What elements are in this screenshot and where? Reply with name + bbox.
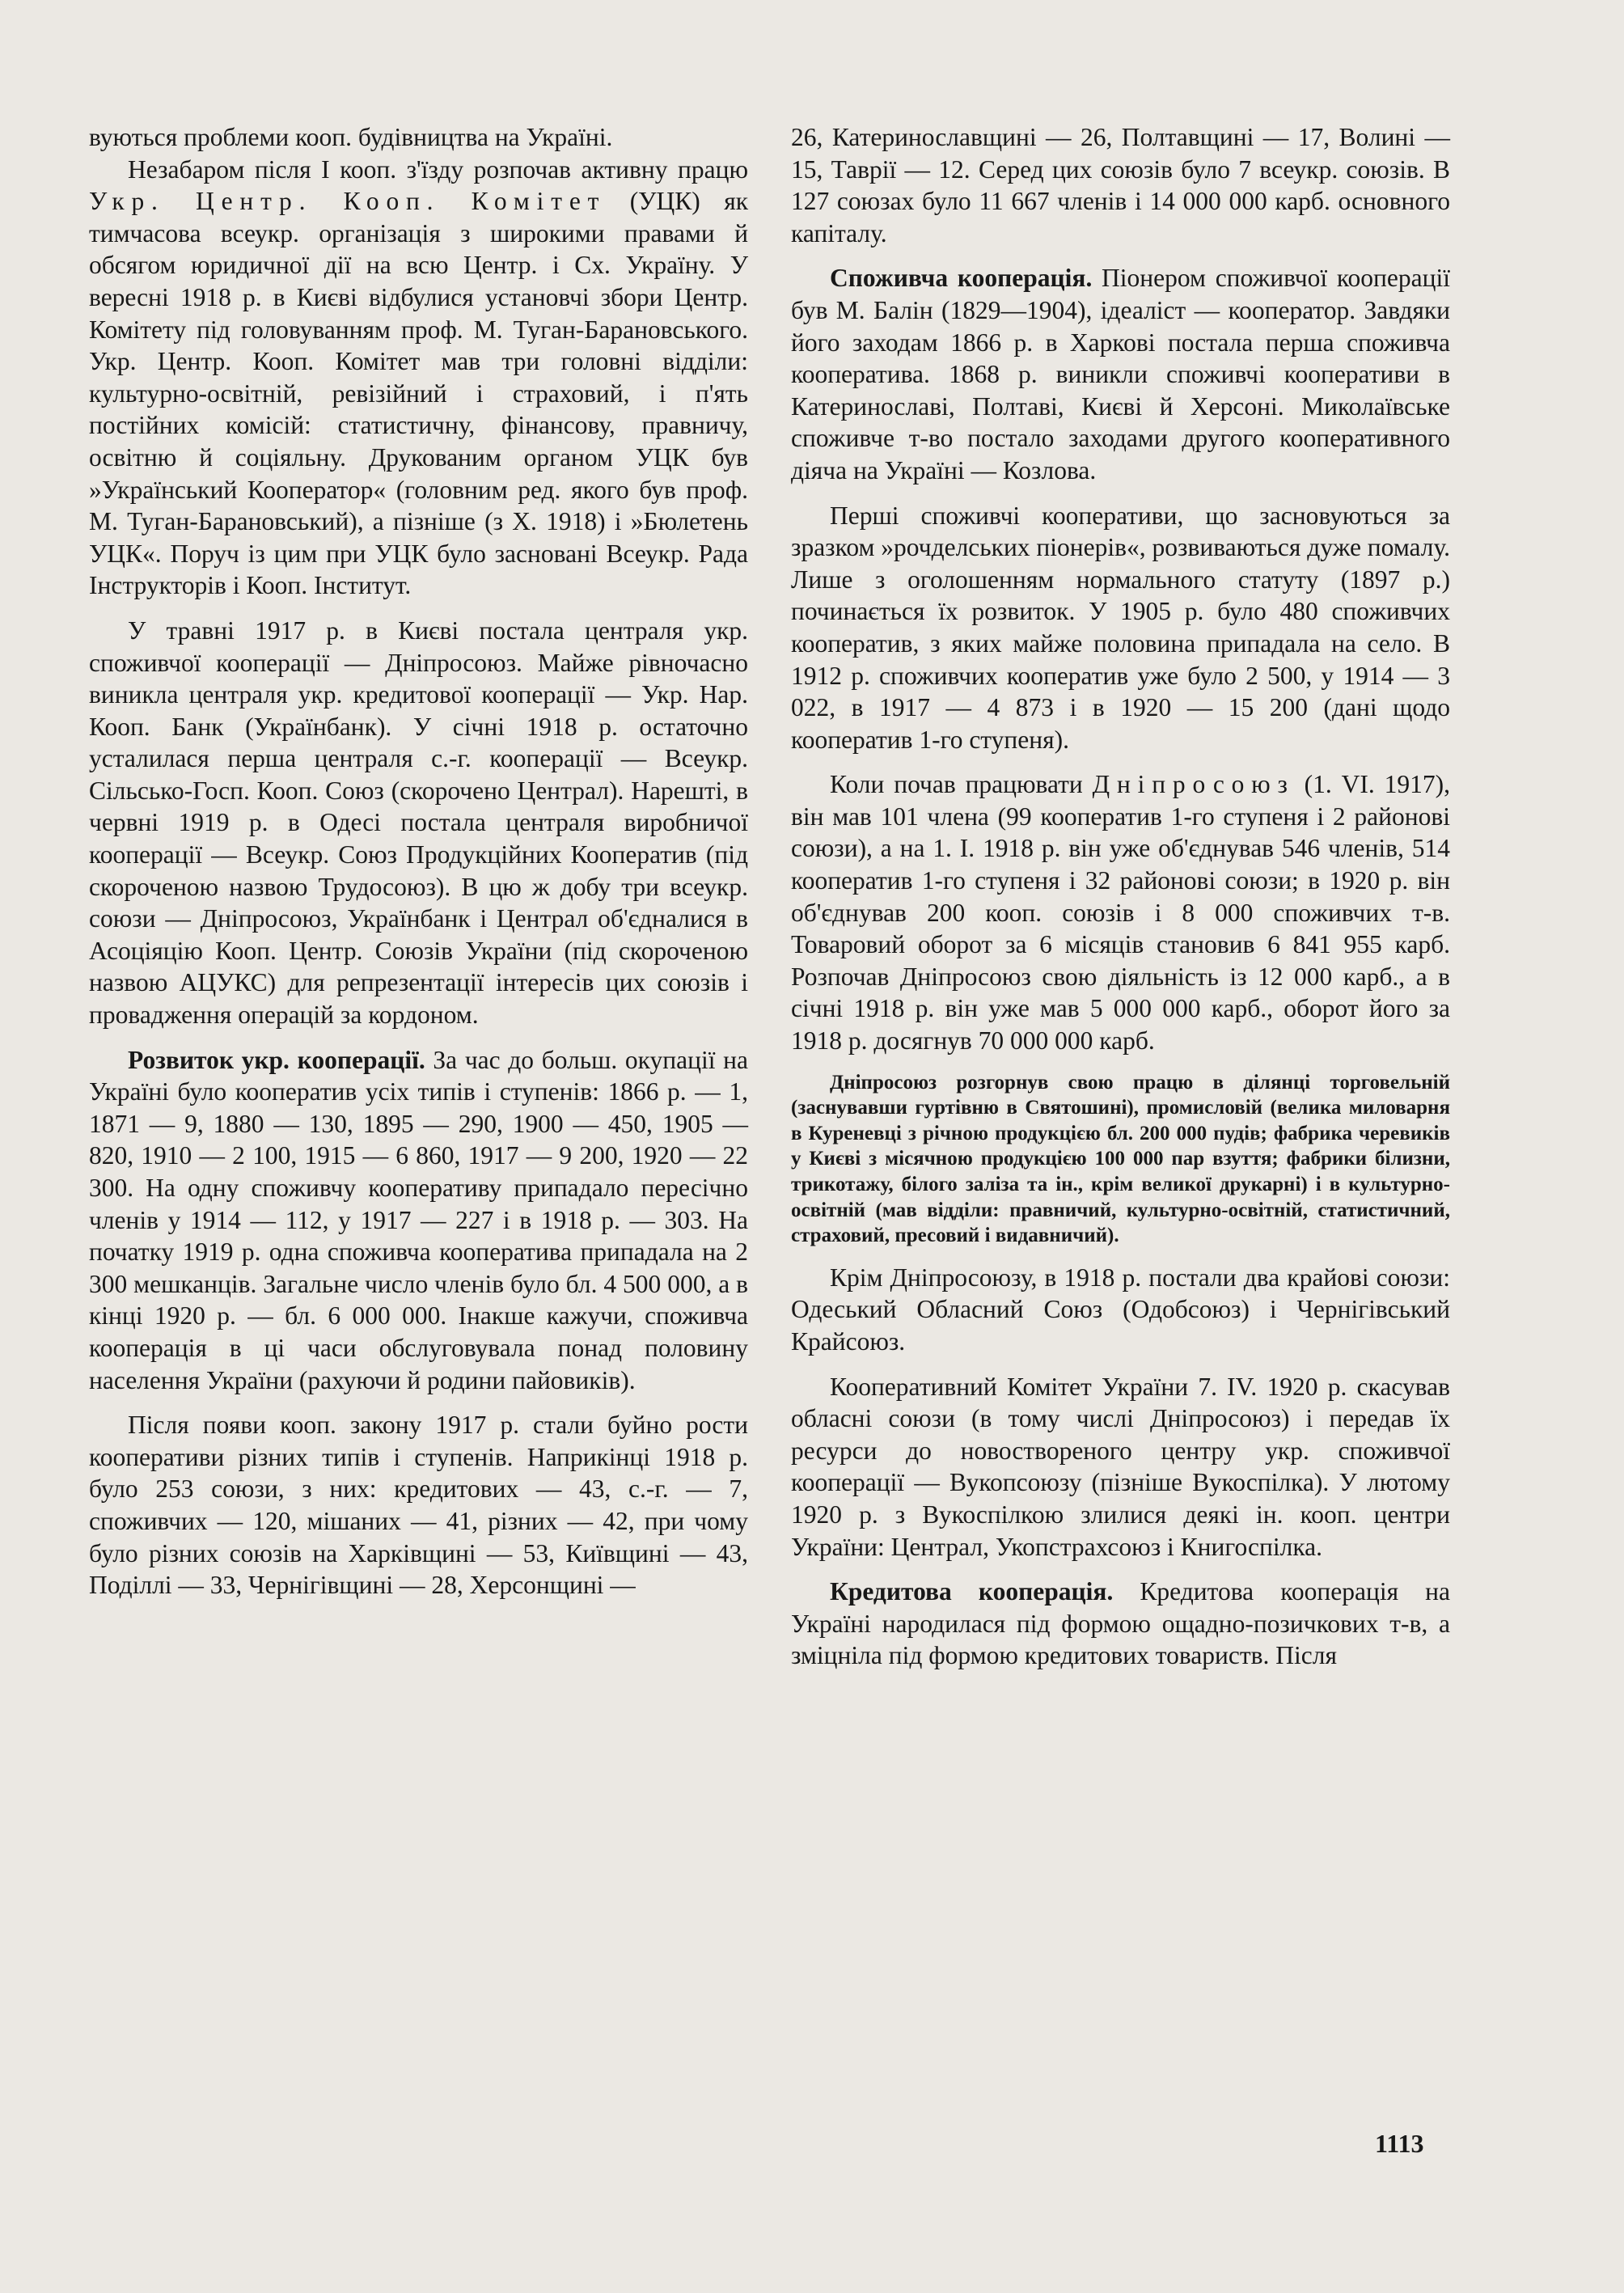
text-run: За час до больш. окупації на Україні було кооператив усіх типів і ступенів: 1866 р. — 1, 1871 — 9, 1880 — 130, 1895 — 290, 1900 — 450, 1905 — 820, 1910 — 2 100, 1915 — 6 860, 1917 — 9 200, 1920 — 22 300. На одну споживчу кооперативу припадало пересічно членів у 1914 — 112, у 1917 — 227 і в 1918 р. — 303. На початку 1919 р. одна споживча кооператива припадала на 2 300 мешканців. Загальне число членів було бл. 4 500 000, а в кінці 1920 р. — бл. 6 000 000. Інакше кажучи, споживча кооперація в ці часи обслуговувала понад половину населення України (рахуючи й родини пайовиків). — [89, 1045, 748, 1394]
paragraph: У травні 1917 р. в Києві постала централя укр. споживчої кооперації — Дніпросоюз. Майже рівночасно виникла централя укр. кредитової кооперації — Укр. Нар. Кооп. Банк (Українбанк). У січні 1918 р. остаточно усталилася перша централя с.-г. кооперації — Всеукр. Сільсько-Госп. Кооп. Союз (скорочено Централ). Нарешті, в червні 1919 р. в Одесі постала централя виробничої кооперації — Всеукр. Союз Продукційних Кооператив (під скороченою назвою Трудосоюз). В цю ж добу три всеукр. союзи — Дніпросоюз, Українбанк і Централ об'єдналися в Асоціяцію Кооп. Центр. Союзів України (під скороченою назвою АЦУКС) для репрезентації інтересів цих союзів і провадження операцій за кордоном. — [89, 616, 748, 1030]
section-paragraph — [89, 1044, 748, 1397]
section-heading: Розвиток укр. кооперації. — [128, 1045, 425, 1074]
paragraph: вуються проблеми кооп. будівництва на Україні. — [89, 123, 613, 151]
paragraph: Кооперативний Комітет України 7. IV. 1920 р. скасував обласні союзи (в тому числі Дніпросоюз) і передав їх ресурси до новоствореного центру укр. споживчої кооперації — Вукопсоюзу (пізніше Вукоспілка). У лютому 1920 р. з Вукоспілкою злилися деякі ін. кооп. центри України: Централ, Укопстрахсоюз і Книгоспілка. — [791, 1372, 1450, 1561]
paragraph-ukc — [89, 154, 748, 602]
text-run: Коли почав працювати — [830, 770, 1093, 799]
section-heading: Кредитова кооперація. — [830, 1577, 1114, 1606]
small-print-paragraph: Дніпросоюз розгорнув свою працю в ділянці торговельній (заснувавши гуртівню в Святошині), промисловій (велика миловарня в Куреневці з річною продукцією бл. 200 000 пудів; фабрика черевиків у Києві з місячною продукцією 100 000 пар взуття; фабрики білизни, трикотажу, білого заліза та ін., крім великої друкарні) і в культурно-освітній (мав відділи: правничий, культурно-освітній, статистичний, страховий, пресовий і видавничий). — [791, 1071, 1450, 1247]
text-run: Незабаром після І кооп. з'їзду розпочав активну працю — [128, 154, 748, 184]
left-column — [89, 121, 748, 1601]
paragraph-dniprosoyuz — [791, 768, 1450, 1056]
text-run: Кредитова кооперація на Україні народилася під формою ощадно-позичкових т-в, а зміцніла під формою кредитових товариств. Після — [791, 1577, 1450, 1670]
paragraph: 26, Катеринославщині — 26, Полтавщині — 17, Волині — 15, Таврії — 12. Серед цих союзів було 7 всеукр. союзів. В 127 союзах було 11 667 членів і 14 000 000 карб. основного капіталу. — [791, 123, 1450, 247]
text-run: (УЦК) як тимчасова всеукр. організація з широкими правами й обсягом юридичної дії на всю Центр. і Сх. Україну. У вересні 1918 р. в Києві відбулися установчі збори Центр. Комітету під головуванням проф. М. Туган-Барановського. Укр. Центр. Кооп. Комітет мав три головні відділи: культурно-освітній, ревізійний і страховий, і п'ять постійних комісій: статистичну, фінансову, правничу, освітню й соціяльну. Друкованим органом УЦК був »Український Кооператор« (головним ред. якого був проф. М. Туган-Барановський), а пізніше (з X. 1918) і »Бюлетень УЦК«. Поруч із цим при УЦК було засновані Всеукр. Рада Інструкторів і Кооп. Інститут. — [89, 187, 748, 600]
page-number: 1113 — [1375, 2129, 1424, 2158]
section-paragraph — [791, 262, 1450, 486]
spaced-term: Укр. Центр. Кооп. Комітет — [89, 187, 607, 216]
text-run: (1. VI. 1917), він мав 101 члена (99 кооператив 1-го ступеня і 2 районові союзи), а на 1. І. 1918 р. він уже об'єднував 546 членів, 514 кооператив 1-го ступеня і 32 районові союзи; в 1920 р. він об'єднував 200 кооп. союзів і 8 000 споживчих т-в. Товаровий оборот за 6 місяців становив 6 841 955 карб. Розпочав Дніпросоюз свою діяльність із 12 000 карб., а в січні 1918 р. він уже мав 5 000 000 карб., оборот його за 1918 р. досягнув 70 000 000 карб. — [791, 770, 1450, 1056]
right-column — [791, 121, 1450, 1672]
section-heading: Споживча кооперація. — [830, 264, 1093, 293]
paragraph: Перші споживчі кооперативи, що засновуються за зразком »рочделських піонерів«, розвиваються дуже помалу. Лише з оголошенням нормального статуту (1897 р.) починається їх розвиток. У 1905 р. було 480 споживчих кооператив, з яких майже половина припадала на село. В 1912 р. споживчих кооператив уже було 2 500, у 1914 — 3 022, в 1917 — 4 873 і в 1920 — 15 200 (дані щодо кооператив 1-го ступеня). — [791, 501, 1450, 754]
section-paragraph — [791, 1576, 1450, 1672]
text-run: Піонером споживчої кооперації був М. Балін (1829—1904), ідеаліст — кооператор. Завдяки його заходам 1866 р. в Харкові постала перша споживча кооператива. 1868 р. виникли споживчі кооперативи в Катеринославі, Полтаві, Києві й Херсоні. Миколаївське споживче т-во постало заходами другого кооперативного діяча на Україні — Козлова. — [791, 264, 1450, 484]
paragraph: Крім Дніпросоюзу, в 1918 р. постали два крайові союзи: Одеський Обласний Союз (Одобсоюз) і Чернігівський Крайсоюз. — [791, 1263, 1450, 1356]
paragraph: Після появи кооп. закону 1917 р. стали буйно рости кооперативи різних типів і ступенів. Наприкінці 1918 р. було 253 союзи, з них: кредитових — 43, с.-г. — 7, споживчих — 120, мішаних — 41, різних — 42, при чому було різних союзів на Харківщині — 53, Київщині — 43, Поділлі — 33, Чернігівщині — 28, Херсонщині — — [89, 1411, 748, 1600]
spaced-term: Дніпросоюз — [1092, 770, 1295, 799]
